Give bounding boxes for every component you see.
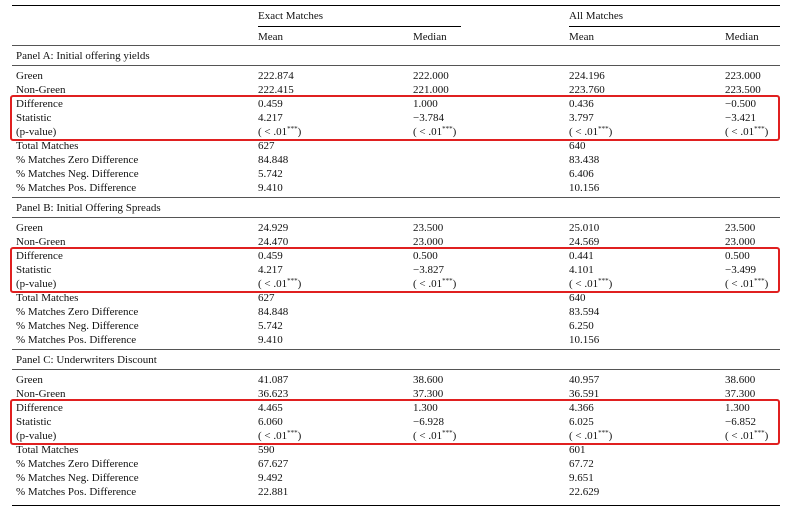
- table-cell: [258, 443, 275, 457]
- table-cell: [569, 181, 599, 195]
- cell-value: 1.000: [413, 98, 438, 110]
- cell-value: 640: [569, 140, 586, 152]
- row-label: Difference: [16, 402, 63, 414]
- paren-close: ): [608, 278, 613, 290]
- cell-value: 84.848: [258, 154, 289, 166]
- row-label: Non-Green: [16, 388, 66, 400]
- table-cell: [258, 485, 288, 499]
- cell-value: 24.569: [569, 236, 600, 248]
- table-cell: [258, 221, 288, 235]
- row-label: % Matches Neg. Difference: [16, 168, 139, 180]
- table-cell: [258, 291, 275, 305]
- header-rule: [12, 45, 780, 46]
- row-label: Non-Green: [16, 236, 66, 248]
- cell-value: 36.623: [258, 388, 289, 400]
- row-label: Non-Green: [16, 84, 66, 96]
- cell-value: −3.784: [413, 112, 444, 124]
- cell-value: 6.060: [258, 416, 283, 428]
- cell-value: 23.000: [725, 236, 756, 248]
- table-row: [0, 471, 790, 485]
- row-label: Total Matches: [16, 292, 79, 304]
- cell-value: 6.025: [569, 416, 594, 428]
- significance-stars: ***: [442, 125, 453, 133]
- cell-value: 590: [258, 444, 275, 456]
- significance-stars: ***: [754, 125, 765, 133]
- row-label: Green: [16, 70, 43, 82]
- table-row: [0, 319, 790, 333]
- row-label: Total Matches: [16, 140, 79, 152]
- table-cell: [258, 69, 294, 83]
- cell-value: 627: [258, 292, 275, 304]
- row-label: Total Matches: [16, 444, 79, 456]
- table-row: [0, 373, 790, 387]
- table-cell: [258, 471, 283, 485]
- table-cell: [569, 167, 594, 181]
- table-cell: [569, 485, 599, 499]
- cell-value: 222.415: [258, 84, 294, 96]
- cell-value: 223.000: [725, 70, 761, 82]
- cell-value: 222.000: [413, 70, 449, 82]
- row-label: % Matches Neg. Difference: [16, 320, 139, 332]
- column-header-median: Median: [725, 31, 759, 43]
- cell-value: 37.300: [413, 388, 444, 400]
- table-cell: [258, 153, 288, 167]
- top-rule: [12, 5, 780, 6]
- cell-value: 24.929: [258, 222, 289, 234]
- cell-value: 3.797: [569, 112, 594, 124]
- table-cell: [569, 153, 599, 167]
- cell-value: 23.500: [725, 222, 756, 234]
- cell-value: ( < .01: [258, 430, 288, 442]
- table-cell: [413, 373, 443, 387]
- cell-value: 627: [258, 140, 275, 152]
- table-row: [0, 291, 790, 305]
- significance-stars: ***: [287, 125, 298, 133]
- highlight-box: [10, 399, 780, 445]
- highlight-box: [10, 247, 780, 293]
- table-row: [0, 139, 790, 153]
- table-cell: [569, 139, 586, 153]
- cell-value: ( < .01: [258, 126, 288, 138]
- row-label: (p-value): [16, 278, 57, 290]
- panel-title-rule: [12, 217, 780, 218]
- cell-value: 40.957: [569, 374, 600, 386]
- cell-value: 4.217: [258, 264, 283, 276]
- table-cell: [258, 305, 288, 319]
- cell-value: 84.848: [258, 306, 289, 318]
- cell-value: 0.459: [258, 250, 283, 262]
- cell-value: 1.300: [725, 402, 750, 414]
- cell-value: 9.410: [258, 182, 283, 194]
- table-cell: [569, 457, 594, 471]
- cell-value: 222.874: [258, 70, 294, 82]
- table-row: [0, 457, 790, 471]
- cell-value: ( < .01: [569, 430, 599, 442]
- cell-value: ( < .01: [569, 126, 599, 138]
- cell-value: 37.300: [725, 388, 756, 400]
- panel-title: Panel A: Initial offering yields: [16, 50, 150, 62]
- group-underline-all: [569, 26, 780, 27]
- table-cell: [725, 69, 761, 83]
- cell-value: 23.500: [413, 222, 444, 234]
- column-header-mean: Mean: [569, 31, 595, 43]
- table-cell: [258, 139, 275, 153]
- paren-close: ): [452, 430, 457, 442]
- row-label: % Matches Zero Difference: [16, 306, 139, 318]
- cell-value: 83.594: [569, 306, 600, 318]
- cell-value: −0.500: [725, 98, 756, 110]
- cell-value: 221.000: [413, 84, 449, 96]
- cell-value: 22.881: [258, 486, 289, 498]
- panel-title: Panel C: Underwriters Discount: [16, 354, 157, 366]
- row-label: (p-value): [16, 126, 57, 138]
- table-cell: [413, 221, 443, 235]
- table-row: [0, 167, 790, 181]
- table-cell: [569, 69, 605, 83]
- table-cell: [258, 333, 283, 347]
- row-label: Difference: [16, 98, 63, 110]
- significance-stars: ***: [287, 429, 298, 437]
- row-label: Statistic: [16, 112, 52, 124]
- group-header-all: All Matches: [569, 10, 624, 22]
- table-cell: [725, 373, 755, 387]
- table-cell: [569, 291, 586, 305]
- cell-value: ( < .01: [258, 278, 288, 290]
- row-label: % Matches Pos. Difference: [16, 486, 137, 498]
- row-label: Statistic: [16, 416, 52, 428]
- table-cell: [258, 319, 283, 333]
- significance-stars: ***: [442, 429, 453, 437]
- cell-value: 1.300: [413, 402, 438, 414]
- group-underline-exact: [258, 26, 461, 27]
- cell-value: 25.010: [569, 222, 600, 234]
- cell-value: −3.421: [725, 112, 756, 124]
- table-row: [0, 221, 790, 235]
- column-header-median: Median: [413, 31, 447, 43]
- cell-value: 24.470: [258, 236, 289, 248]
- cell-value: ( < .01: [725, 430, 755, 442]
- cell-value: 22.629: [569, 486, 600, 498]
- cell-value: 9.651: [569, 472, 594, 484]
- group-header-exact: Exact Matches: [258, 10, 324, 22]
- significance-stars: ***: [287, 277, 298, 285]
- significance-stars: ***: [598, 429, 609, 437]
- cell-value: 67.627: [258, 458, 289, 470]
- row-label: % Matches Zero Difference: [16, 154, 139, 166]
- significance-stars: ***: [442, 277, 453, 285]
- table-row: [0, 69, 790, 83]
- cell-value: 6.406: [569, 168, 594, 180]
- table-cell: [569, 319, 594, 333]
- significance-stars: ***: [598, 125, 609, 133]
- table-row: [0, 333, 790, 347]
- table-cell: [258, 373, 288, 387]
- cell-value: 10.156: [569, 334, 600, 346]
- paren-close: ): [608, 430, 613, 442]
- cell-value: 36.591: [569, 388, 600, 400]
- paren-close: ): [764, 126, 769, 138]
- paren-close: ): [452, 126, 457, 138]
- cell-value: ( < .01: [413, 278, 443, 290]
- table-row: [0, 305, 790, 319]
- cell-value: −6.852: [725, 416, 756, 428]
- cell-value: 9.492: [258, 472, 283, 484]
- panel-title: Panel B: Initial Offering Spreads: [16, 202, 161, 214]
- cell-value: 38.600: [725, 374, 756, 386]
- cell-value: ( < .01: [725, 278, 755, 290]
- table-cell: [569, 471, 594, 485]
- cell-value: 0.459: [258, 98, 283, 110]
- table-row: [0, 443, 790, 457]
- row-label: % Matches Zero Difference: [16, 458, 139, 470]
- cell-value: ( < .01: [413, 126, 443, 138]
- cell-value: 640: [569, 292, 586, 304]
- cell-value: 0.500: [725, 250, 750, 262]
- table-row: [0, 181, 790, 195]
- significance-stars: ***: [598, 277, 609, 285]
- significance-stars: ***: [754, 429, 765, 437]
- table-cell: [413, 69, 449, 83]
- cell-value: 5.742: [258, 320, 283, 332]
- row-label: Difference: [16, 250, 63, 262]
- cell-value: ( < .01: [725, 126, 755, 138]
- cell-value: 0.500: [413, 250, 438, 262]
- column-header-mean: Mean: [258, 31, 284, 43]
- cell-value: −3.827: [413, 264, 444, 276]
- cell-value: 67.72: [569, 458, 594, 470]
- column-header-row: [0, 30, 790, 44]
- table-cell: [569, 373, 599, 387]
- cell-value: 4.366: [569, 402, 594, 414]
- row-label: % Matches Neg. Difference: [16, 472, 139, 484]
- cell-value: 0.441: [569, 250, 594, 262]
- cell-value: ( < .01: [413, 430, 443, 442]
- cell-value: 223.500: [725, 84, 761, 96]
- table-cell: [258, 457, 288, 471]
- cell-value: 10.156: [569, 182, 600, 194]
- cell-value: 38.600: [413, 374, 444, 386]
- row-label: % Matches Pos. Difference: [16, 334, 137, 346]
- cell-value: 4.465: [258, 402, 283, 414]
- cell-value: 23.000: [413, 236, 444, 248]
- paren-close: ): [297, 430, 302, 442]
- cell-value: 41.087: [258, 374, 289, 386]
- paren-close: ): [764, 430, 769, 442]
- table-cell: [258, 181, 283, 195]
- cell-value: −6.928: [413, 416, 444, 428]
- table-cell: [258, 167, 283, 181]
- bottom-rule: [12, 505, 780, 506]
- table-row: [0, 485, 790, 499]
- table-cell: [569, 305, 599, 319]
- cell-value: 6.250: [569, 320, 594, 332]
- paren-close: ): [764, 278, 769, 290]
- paren-close: ): [608, 126, 613, 138]
- panel-title-rule: [12, 369, 780, 370]
- row-label: Green: [16, 374, 43, 386]
- cell-value: ( < .01: [569, 278, 599, 290]
- highlight-box: [10, 95, 780, 141]
- row-label: % Matches Pos. Difference: [16, 182, 137, 194]
- paren-close: ): [297, 278, 302, 290]
- row-label: Green: [16, 222, 43, 234]
- cell-value: 601: [569, 444, 586, 456]
- cell-value: 4.101: [569, 264, 594, 276]
- cell-value: 4.217: [258, 112, 283, 124]
- table-cell: [569, 443, 586, 457]
- panel-title-rule: [12, 65, 780, 66]
- paren-close: ): [297, 126, 302, 138]
- cell-value: 0.436: [569, 98, 594, 110]
- paren-close: ): [452, 278, 457, 290]
- table-cell: [569, 221, 599, 235]
- table-row: [0, 153, 790, 167]
- cell-value: 9.410: [258, 334, 283, 346]
- cell-value: 5.742: [258, 168, 283, 180]
- table-cell: [725, 221, 755, 235]
- cell-value: 83.438: [569, 154, 600, 166]
- row-label: (p-value): [16, 430, 57, 442]
- panel-separator-rule: [12, 349, 780, 350]
- panel-separator-rule: [12, 197, 780, 198]
- table-cell: [569, 333, 599, 347]
- significance-stars: ***: [754, 277, 765, 285]
- row-label: Statistic: [16, 264, 52, 276]
- cell-value: 223.760: [569, 84, 605, 96]
- cell-value: −3.499: [725, 264, 756, 276]
- cell-value: 224.196: [569, 70, 605, 82]
